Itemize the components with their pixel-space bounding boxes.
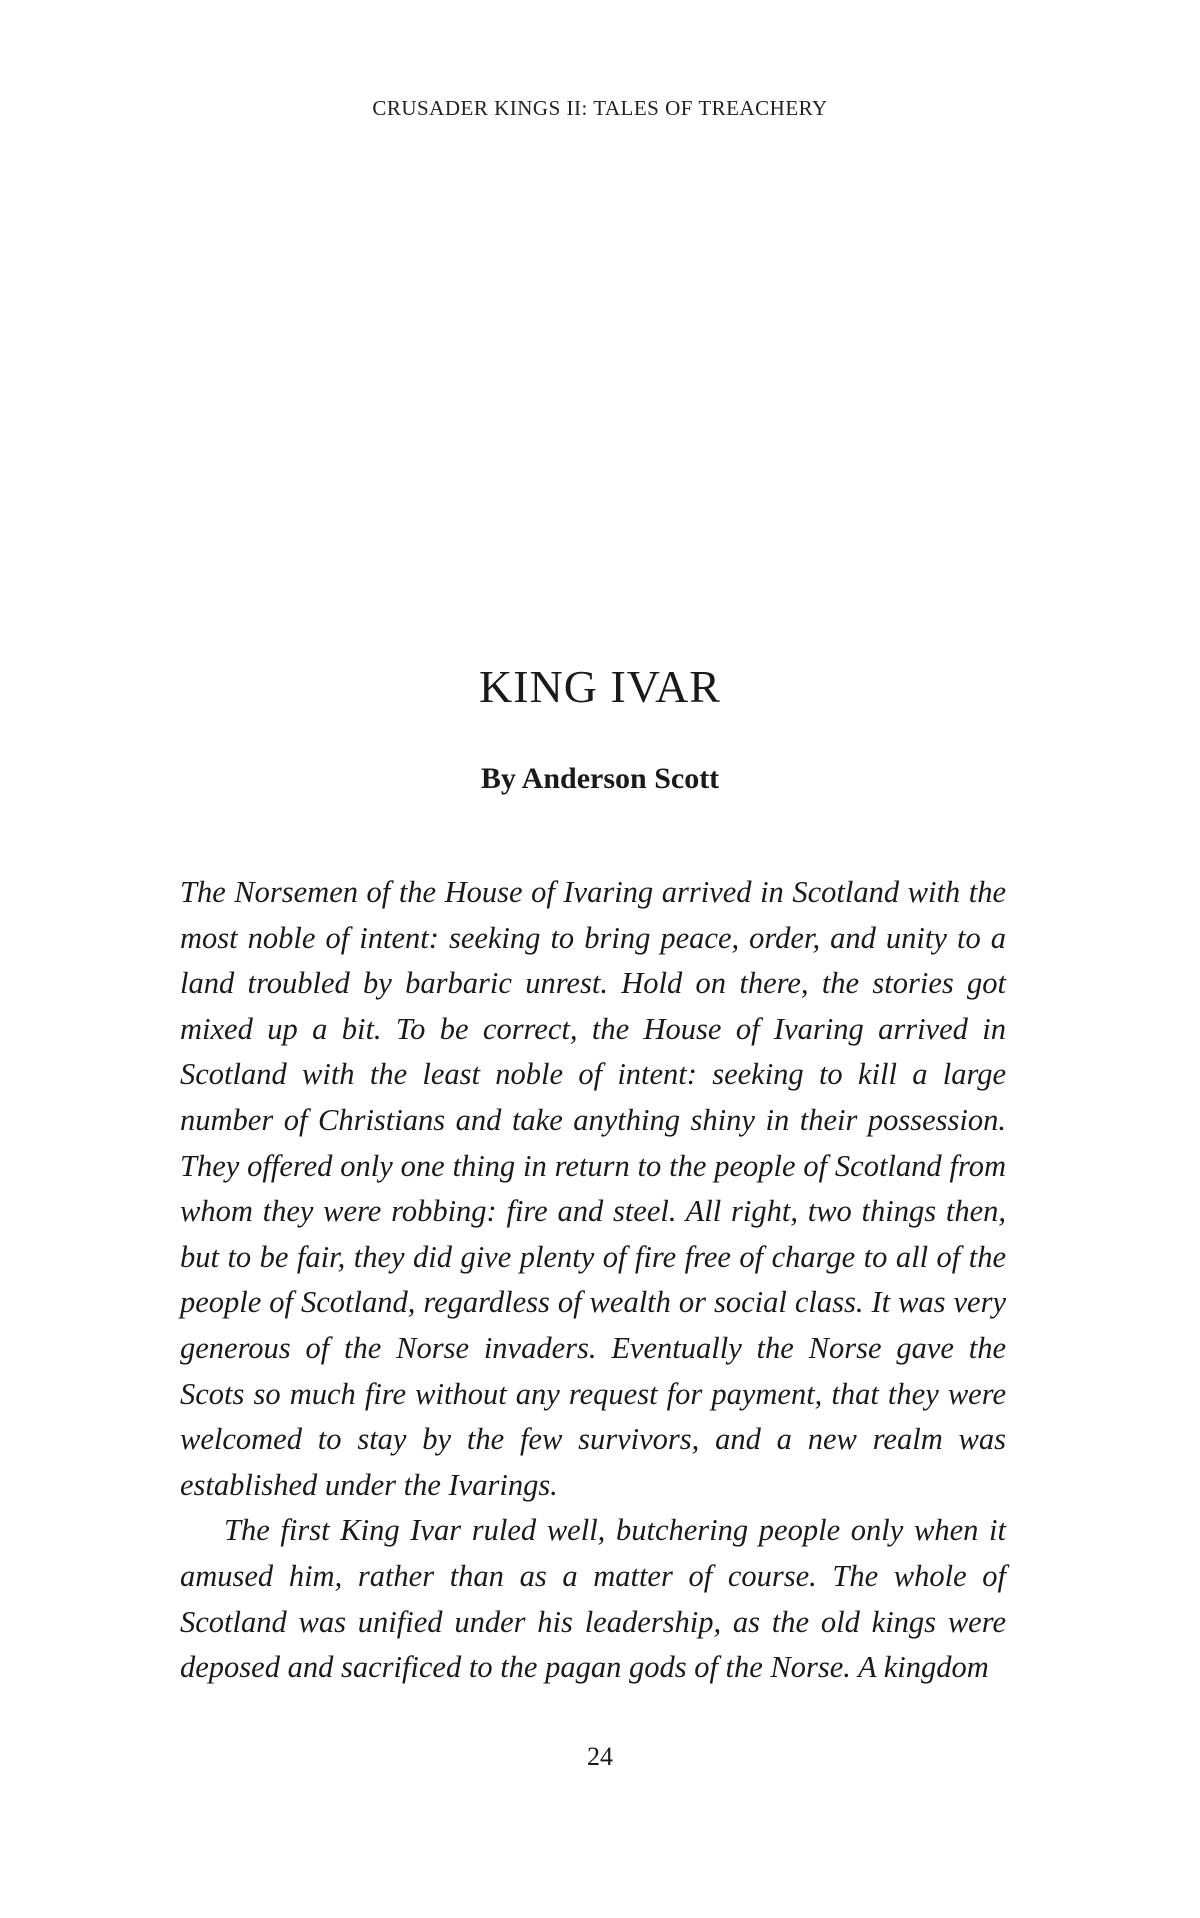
paragraph: The Norsemen of the House of Ivaring arrived in Scotland with the most noble of intent: seeking to bring peace, order, and unity to a land troubled by barbaric unrest. Hold on there, the stories got mixed up a bit. To be correct, the House of Ivaring arrived in Scotland with the least noble of intent: seeking to kill a large number of Christians and take anything shiny in their possession. They offered only one thing in return to the people of Scotland from whom they were robbing: fire and steel. All right, two things then, but to be fair, they did give plenty of fire free of charge to all of the people of Scotland, regardless of wealth or social class. It was very generous of the Norse invaders. Eventually the Norse gave the Scots so much fire without any request for payment, that they were welcomed to stay by the few survivors, and a new realm was established under the Ivarings. [180, 875, 1006, 1502]
paragraph: The first King Ivar ruled well, butchering people only when it amused him, rather than as a matter of course. The whole of Scotland was unified under his leadership, as the old kings were deposed and sacrificed to the pagan gods of the Norse. A kingdom [180, 1513, 1006, 1685]
chapter-body [180, 870, 1006, 1691]
author-byline: By Anderson Scott [480, 762, 720, 795]
chapter-title: KING IVAR [479, 661, 721, 712]
page-number: 24 [587, 1742, 613, 1771]
running-header: CRUSADER KINGS II: TALES OF TREACHERY [372, 96, 828, 120]
